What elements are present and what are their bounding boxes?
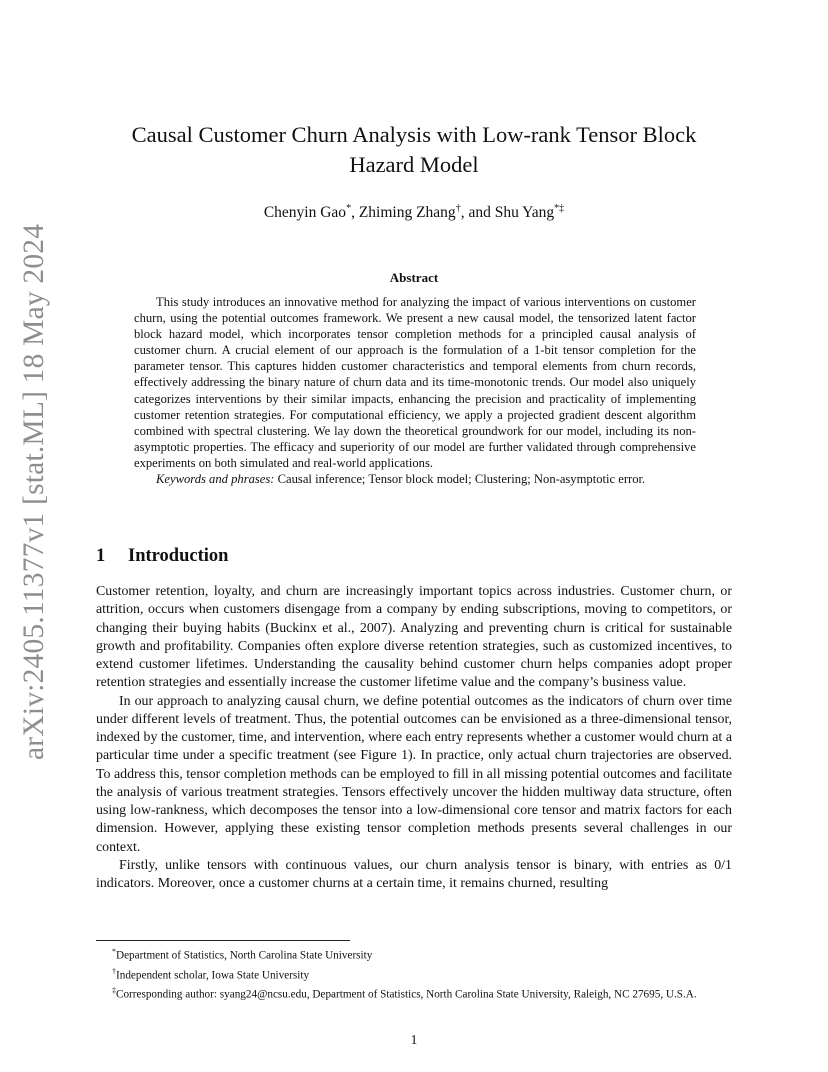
footnote-text: Department of Statistics, North Carolina State University	[116, 949, 373, 962]
author-name: Chenyin Gao	[263, 204, 347, 222]
abstract-heading: Abstract	[389, 270, 439, 285]
author-name: Shu Yang	[494, 204, 555, 222]
section-title: Introduction	[128, 546, 229, 566]
footnote-text: Independent scholar, Iowa State University	[116, 969, 310, 982]
footnote	[96, 944, 732, 964]
section-number: 1	[96, 546, 106, 566]
paragraph: In our approach to analyzing causal churn, we define potential outcomes as the indicators of churn over time under different levels of treatment. Thus, the potential outcomes can be envisioned as a three-dimensional tensor, indexed by the customer, time, and intervention, where each entry represents whether a customer would churn at a particular time under a specific treatment (see Figure 1). In practice, only actual churn trajectories are observed. To address this, tensor completion methods can be employed to fill in all missing potential outcomes and facilitate the analysis of various treatment strategies. Tensors effectively uncover the hidden multiway data structure, often using low-rankness, which decomposes the tensor into a low-dimensional core tensor and matrix factors for each dimension. However, applying these existing tensor completion methods presents several challenges in our context.	[96, 693, 732, 855]
page-number: 1	[410, 1032, 418, 1047]
arxiv-stamp: arXiv:2405.11377v1 [stat.ML] 18 May 2024	[18, 223, 50, 760]
footnote-mark: *	[112, 947, 116, 956]
section-heading	[96, 546, 228, 567]
author-separator: ,	[351, 204, 359, 222]
author-separator: , and	[460, 204, 495, 222]
paragraph: Customer retention, loyalty, and churn are increasingly important topics across industries. Customer churn, or attrition, occurs when customers disengage from a company by ending subscriptions, moving to competitors, or changing their buying habits (Buckinx et al., 2007). Analyzing and preventing churn is critical for sustainable growth and profitability. Companies often explore diverse retention strategies, such as customized incentives, to extend customer lifetimes. Understanding the causality behind customer churn helps companies adopt proper retention strategies and essentially increase the customer lifetime value and the company’s business value.	[96, 584, 732, 691]
keywords-text: Causal inference; Tensor block model; Clustering; Non-asymptotic error.	[277, 472, 646, 487]
footnote	[96, 964, 732, 984]
abstract-body	[134, 294, 696, 487]
author-mark: †	[455, 203, 461, 214]
paper-title	[96, 120, 732, 180]
footnote-text: Corresponding author: syang24@ncsu.edu, Department of Statistics, North Carolina State University, Raleigh, NC 27695, U.S.A.	[116, 989, 697, 1002]
footnote-mark: ‡	[112, 986, 116, 996]
footnote	[96, 983, 732, 1003]
title-line-1: Causal Customer Churn Analysis with Low-rank Tensor Block	[131, 122, 697, 147]
author-mark: *‡	[554, 203, 565, 214]
title-line-2: Hazard Model	[349, 152, 479, 177]
body-text	[96, 583, 732, 893]
abstract-text: This study introduces an innovative method for analyzing the impact of various interventions on customer churn, using the potential outcomes framework. We present a new causal model, the tensorized latent factor block hazard model, which incorporates tensor completion methods for a principled causal analysis of customer churn. A crucial element of our approach is the formulation of a 1-bit tensor completion for the parameter tensor. This captures hidden customer characteristics and temporal elements from churn records, effectively addressing the binary nature of churn data and its time-monotonic trends. Our model also uniquely categorizes interventions by their similar impacts, enhancing the precision and practicality of implementing customer retention strategies. For computational efficiency, we apply a projected gradient descent algorithm combined with spectral clustering. We lay down the theoretical groundwork for our model, including its non-asymptotic properties. The efficacy and superiority of our model are further validated through comprehensive experiments on both simulated and real-world applications.	[134, 295, 696, 470]
keywords-line	[134, 471, 696, 487]
paragraph: Firstly, unlike tensors with continuous values, our churn analysis tensor is binary, with entries as 0/1 indicators. Moreover, once a customer churns at a certain time, it remains churned, resulting	[96, 857, 732, 891]
footnotes	[96, 944, 732, 1003]
author-list	[96, 198, 732, 224]
keywords-label: Keywords and phrases:	[156, 472, 275, 487]
footnote-divider	[96, 940, 350, 941]
author-name: Zhiming Zhang	[358, 204, 456, 222]
author-mark: *	[346, 203, 352, 214]
footnote-mark: †	[112, 966, 116, 976]
